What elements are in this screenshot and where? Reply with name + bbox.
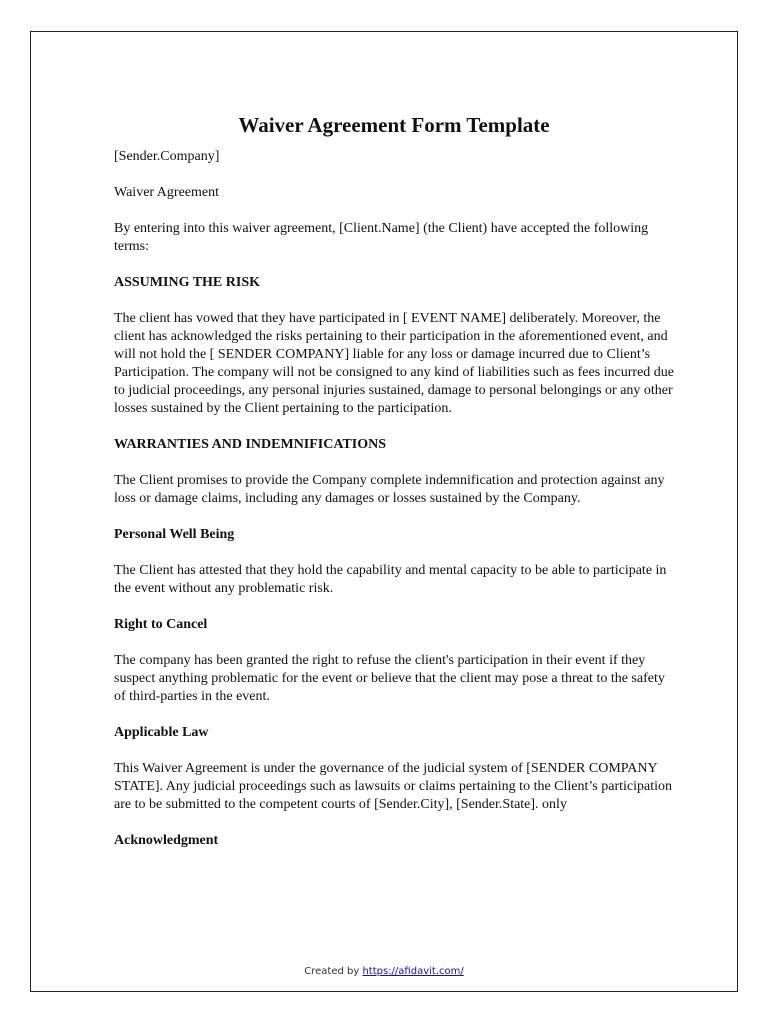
document-content (114, 112, 674, 868)
section-body-assuming-risk: The client has vowed that they have participated in [ EVENT NAME] deliberately. Moreover, the client has acknowledged the risks pertaining to their participation in the aforementioned event, and will not hold the [ SENDER COMPANY] liable for any loss or damage incurred due to Client’s Participation. The company will not be consigned to any kind of liabilities such as fees incurred due to judicial proceedings, any personal injuries sustained, damage to personal belongings or any other losses sustained by the Client pertaining to the participation. (114, 311, 674, 416)
footer-prefix: Created by (304, 966, 363, 977)
section-body-applicable-law: This Waiver Agreement is under the governance of the judicial system of [SENDER COMPANY STATE]. Any judicial proceedings such as lawsuits or claims pertaining to the Client’s participation are to be submitted to the competent courts of [Sender.City], [Sender.State]. only (114, 761, 672, 812)
document-subtitle: Waiver Agreement (114, 185, 219, 200)
section-body-warranties: The Client promises to provide the Company complete indemnification and protection against any loss or damage claims, including any damages or losses sustained by the Company. (114, 473, 665, 506)
document-page (30, 31, 738, 992)
document-title: Waiver Agreement Form Template (238, 113, 550, 137)
section-heading-assuming-risk: ASSUMING THE RISK (114, 275, 261, 290)
section-heading-acknowledgment: Acknowledgment (114, 833, 219, 848)
section-heading-applicable-law: Applicable Law (114, 725, 209, 740)
section-body-right-to-cancel: The company has been granted the right to refuse the client's participation in their event if they suspect anything problematic for the event or believe that the client may pose a threat to the safety of third-parties in the event. (114, 653, 665, 704)
footer (31, 966, 737, 977)
section-heading-warranties: WARRANTIES AND INDEMNIFICATIONS (114, 437, 387, 452)
section-body-personal-well-being: The Client has attested that they hold the capability and mental capacity to be able to participate in the event without any problematic risk. (114, 563, 667, 596)
section-heading-personal-well-being: Personal Well Being (114, 527, 235, 542)
section-heading-right-to-cancel: Right to Cancel (114, 617, 208, 632)
footer-link[interactable]: https://afidavit.com/ (362, 966, 464, 977)
intro-paragraph: By entering into this waiver agreement, [Client.Name] (the Client) have accepted the following terms: (114, 221, 649, 254)
sender-company: [Sender.Company] (114, 149, 220, 164)
